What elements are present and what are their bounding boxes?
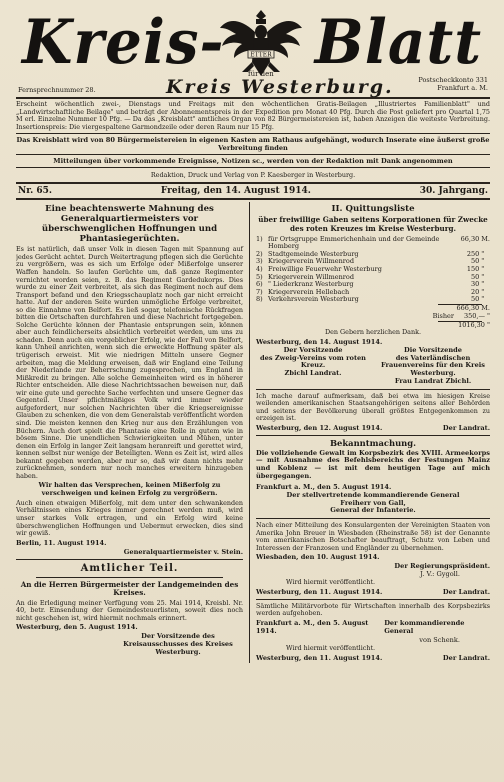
article-heading: Eine beachtenswerte Mahnung des Generalquartiermeisters vor überschwenglichen Hoffnungen und Phantasiegerüchten.: [41, 204, 218, 245]
signature-row: [256, 424, 490, 432]
issue-date: Freitag, den 14. August 1914.: [160, 186, 311, 197]
sign-place: Westerburg, den 12. August 1914.: [256, 424, 383, 433]
donation-unit: ": [481, 280, 485, 289]
donation-table: [256, 236, 490, 304]
donation-value: 50: [470, 295, 480, 304]
donation-unit: ": [481, 295, 485, 304]
sign-title: Der Landrat.: [442, 424, 490, 433]
bisher-value: 350,— ": [463, 311, 490, 320]
bekanntmachung-body: Die vollziehende Gewalt im Korpsbezirk des XVIII. Armeekorps — mit Ausnahme des Befehlsbereichs der Festungen Mainz und Koblenz — ist mit dem heutigen Tage auf mich übergegangen.: [256, 448, 490, 480]
article-body: An die Erledigung meiner Verfügung vom 25. Mai 1914, Kreisbl. Nr. 40, betr. Einsendung der Gemeindesteuerlisten, soweit dies noch nicht geschehen ist, wird hiermit nochmals erinnert.: [16, 598, 243, 622]
sign-line: Freiherr von Gall,: [340, 498, 406, 507]
donation-number: 6): [256, 280, 263, 289]
publication-note: Wird hiermit veröffentlicht.: [286, 578, 376, 587]
sign-line: Zbichl Landrat.: [284, 369, 342, 378]
article-heading: An die Herren Bürgermeister der Landgemeinden des Kreises.: [20, 579, 239, 598]
sign-line: des Zweig-Vereins vom roten Kreuz.: [260, 353, 366, 370]
signature-row: [256, 654, 490, 662]
donation-name: Freiwillige Feuerwehr Westerburg: [268, 264, 382, 273]
donation-value: 150: [466, 264, 480, 273]
sign-title: Der Vorsitzende des Kreisausschusses des Kreises Westerburg.: [123, 632, 233, 657]
right-column: [250, 202, 490, 662]
divider: [16, 167, 490, 168]
sign-line: General der Infanterie.: [330, 506, 416, 515]
bisher-row: [256, 313, 490, 321]
donation-number: 5): [256, 272, 263, 281]
divider: [256, 518, 490, 519]
sign-place: Westerburg, den 11. August 1914.: [256, 653, 383, 662]
postscheck-line2: Frankfurt a. M.: [437, 84, 488, 92]
imprint: Redaktion, Druck und Verlag von P. Kaesberger in Westerburg.: [150, 171, 356, 180]
sign-line: Frau Landrat Zbichl.: [394, 377, 472, 386]
sign-title: Generalquartiermeister v. Stein.: [123, 547, 243, 556]
publication-note: Wird hiermit veröffentlicht.: [286, 644, 376, 653]
donation-number: 2): [256, 249, 263, 258]
issue-volume: 30. Jahrgang.: [419, 186, 488, 197]
divider: [16, 559, 243, 560]
signature-right: [376, 347, 490, 386]
signature-place: [16, 623, 243, 631]
notice-distribution: Das Kreisblatt wird von 80 Bürgermeistereien in eigenen Kasten am Rathaus aufgehängt, wodurch Inserate eine äußerst große Verbreitung finden: [16, 136, 490, 153]
donation-name: für Ortsgruppe Emmerichenhain und der Gemeinde Homberg: [268, 234, 440, 251]
konsular-body: Nach einer Mitteilung des Konsulargenten der Vereinigten Staaten von Amerika John Breuer in Wiesbaden (Rheinstraße 58) ist der Genannte vom amerikanischen Botschafter beauftragt, Schutz von Leben und Interessen der Franzosen und Engländer zu übernehmen.: [256, 521, 490, 552]
donation-number: 1): [256, 234, 263, 243]
donation-name: " Liederkranz Westerburg: [268, 280, 354, 289]
donation-unit: ": [481, 287, 485, 296]
title-kreis: Kreis-: [22, 6, 225, 78]
subtotal-row: [256, 305, 490, 313]
issue-bar: [16, 185, 490, 197]
signature-row: [256, 619, 490, 635]
signature: [16, 632, 243, 656]
article-body: Es ist natürlich, daß unser Volk in diesen Tagen mit Spannung auf jedes Gerücht achtet. Durch Weitertragung pflegen sich die Gerüchte zu vergrößern, was es sich um Erfolge oder Mißerfolge unserer Waffen handeln. So laufen Gerüchte um, daß ganze Regimenter vernichtet worden seien, z. B. das Regiment Gardedukorps. Dies wurde zu einer Zeit verbreitet, als sich das Regiment noch auf dem Transport befand und den Kriegsschauplatz noch gar nicht erreicht hatte. Auf der anderen Seite wurden unmögliche Erfolge verbreitet, so die Einnahme von Belfort. Es ließ sogar, telefonische Rückfragen bitten die Ortschaften durchfahren und diese Nachricht fortgegeben. Solche Gerüchte können der Phantasie entsprungen sein, können aber auch feindlicherseits absichtlich verbreitet werden, um uns zu schaden. Denn auch ein vorgeblicher Erfolg, wie der Fall von Belfort, kann Unheil anrichten, wenn sich die erweckte Hoffnung später als trügerisch erweist. Mit wie niedrigen Mitteln unsere Gegner arbeiten, mag die Meldung erweisen, daß wir England eine Teilung der Niederlande zur Beherrschung zugesprochen, um England in Mißkredit zu bringen. Alle solche Gemeinheiten wird es in höherer Richter entscheiden. Alle diese Nachrichtssachen beweisen nur, daß wir eine gute und gerechte Sache verfechten und unsere Gegner das Gegenteil. Unser pflichtmäßiges Volk wird immer wieder aufgefordert, nur solchen Nachrichten über die Kriegsereignisse Glauben zu schenken, die von dem Generalstab veröffentlicht worden sind. Die meisten kennen den Krieg nur aus den Erzählungen von Büchern. Auch dort spielt die Phantasie eine Rolle in gutem wie in bösem Sinne. Die unendlichen Schwierigkeiten und Mühen, unter denen ein Erfolg in langer Zeit langsam heranreift und gerettet wird, kennen selbst nur wenige der Beteiligten. Wenn es Zeit ist, wird alles bekannt gegeben werden, aber nur so, daß wir dann nichts mehr zurücknehmen, sondern nur noch manches erweitern hinzugeben haben.: [16, 245, 243, 480]
donation-name: Kriegerverein Willmenrod: [268, 272, 354, 281]
donation-number: 8): [256, 295, 263, 304]
divider: [16, 133, 490, 134]
article-emphasis: Wir halten das Versprechen, keinen Mißerfolg zu verschweigen und keinen Erfolg zu vergrößern.: [38, 481, 221, 498]
sign-line: Der stellvertretende kommandierende General: [286, 490, 460, 499]
bekanntmachung-heading: Bekanntmachung.: [329, 438, 417, 449]
quittungsliste-heading: II. Quittungsliste: [331, 204, 415, 215]
sign-name: J. V.: Gygoll.: [420, 570, 460, 579]
sign-line: Der Vorsitzende: [283, 345, 343, 354]
total-value: 1016,30 ": [458, 320, 490, 329]
donation-number: 3): [256, 257, 263, 266]
sign-place: Westerburg, den 14. August 1914.: [256, 337, 383, 346]
sign-place: Frankfurt a. M., den 5. August 1914.: [256, 619, 369, 636]
columns: [16, 202, 490, 662]
sign-place: Westerburg, den 5. August 1914.: [16, 623, 138, 632]
divider: [256, 389, 490, 390]
postscheck-line1: Postscheckkonto 331: [418, 76, 488, 84]
section-title-amtlicher-teil: Amtlicher Teil.: [80, 562, 179, 574]
signature: [256, 492, 490, 515]
signature: [256, 636, 490, 644]
divider: [256, 599, 490, 600]
sign-place: Frankfurt a. M., den 5. August 1914.: [256, 482, 392, 491]
bisher-label: Bisher: [432, 311, 454, 320]
donation-value: 30: [470, 280, 480, 289]
kreis-name: Kreis Westerburg.: [166, 76, 394, 98]
divider: [16, 198, 490, 200]
divider: [36, 577, 223, 578]
donation-name: Verkehrsverein Westerburg: [268, 295, 359, 304]
military-body: Sämtliche Militärvorbote für Wirtschaften innerhalb des Korpsbezirks werden aufgehoben.: [256, 601, 490, 618]
signature-place: [16, 539, 243, 547]
donation-value: 250: [466, 249, 480, 258]
signature-place: [256, 483, 490, 491]
donation-unit: ": [481, 249, 485, 258]
sign-line: des Vaterländischen Frauenvereins für den Kreis Westerburg.: [380, 353, 485, 378]
left-column: [16, 202, 250, 662]
subtotal-value: 666,30 M.: [456, 303, 490, 312]
fuer-den-label: für den: [248, 70, 274, 78]
signature-left: [256, 347, 370, 386]
dual-signature: [256, 347, 490, 386]
divider: [16, 154, 490, 155]
masthead: [16, 4, 490, 96]
donation-row: [256, 296, 490, 304]
sign-place: Wiesbaden, den 10. August 1914.: [256, 553, 380, 562]
notice-submissions: Mitteilungen über vorkommende Ereignisse, Notizen sc., werden von der Redaktion mit Dank angenommen: [53, 157, 453, 166]
sign-line: Die Vorsitzende: [404, 345, 462, 354]
postscheck-info: [418, 76, 488, 92]
sign-name: von Schenk.: [419, 636, 460, 645]
signature-place: [256, 553, 490, 561]
donation-unit: ": [481, 257, 485, 266]
sign-title: Der Landrat.: [442, 653, 490, 662]
divider: [256, 435, 490, 436]
donation-number: 7): [256, 287, 263, 296]
donation-value: 50: [470, 257, 480, 266]
donation-name: Kriegerverein Hellebach: [268, 287, 350, 296]
sign-title: Der kommandierende General: [384, 619, 465, 636]
quittungsliste-subheading: über freiwillige Gaben seitens Korporationen für Zwecke des roten Kreuzes im Kreise Westerburg.: [258, 215, 488, 233]
donation-value: 20: [470, 287, 480, 296]
donation-unit: M.: [481, 234, 490, 243]
sign-place: Westerburg, den 11. August 1914.: [256, 587, 383, 596]
donation-number: 4): [256, 264, 263, 273]
thanks-text: Den Gebern herzlichen Dank.: [325, 328, 421, 337]
signature-place: [256, 338, 490, 346]
donation-name: Stadtgemeinde Westerburg: [268, 249, 359, 258]
eagle-caption: ETTER: [250, 51, 272, 59]
donation-value: 66,30: [460, 234, 480, 243]
subscription-info: Erscheint wöchentlich zwei-, Dienstags und Freitags mit den wöchentlichen Gratis-Beilagen „Illustriertes Familienblatt" und „Landwirtschaftliche Beilage" und beträgt der Abonnementspreis in der Expedition pro Monat 40 Pfg. Durch die Post geliefert pro Quartal 1,75 M erl. Einzelne Nummer 10 Pfg. — Da das „Kreisblatt" amtliches Organ von 82 Bürgermeistereien ist, haben Anzeigen die weiteste Verbreitung. Insertionspreis: Die viergespaltene Garmondzeile oder deren Raum nur 15 Pfg.: [16, 100, 490, 131]
donation-unit: ": [481, 272, 485, 281]
appeal-body: Ich mache darauf aufmerksam, daß bei etwa im hiesigen Kreise weilenden amerikanischen Staatsangehörigen seitens aller Behörden und seitens der Bevölkerung überall größtes Entgegenkommen zu erzeigen ist.: [256, 391, 490, 423]
issue-number: Nr. 65.: [18, 186, 53, 197]
sign-title: Der Landrat.: [442, 587, 490, 596]
divider: [16, 182, 490, 184]
sign-title: Der Regierungspräsident.: [394, 562, 490, 571]
phone-number: Fernsprechnummer 28.: [18, 86, 96, 94]
donation-unit: ": [481, 264, 485, 273]
signature: [16, 548, 243, 556]
donation-value: 50: [470, 272, 480, 281]
donation-row: [256, 236, 490, 251]
article-body: Auch einen etwaigen Mißerfolg, mit dem unter den schwankenden Verhältnissen eines Krieges immer gerechnet werden muß, wird unser starkes Volk ertragen, und ein Erfolg wird keine überschwenglichen Hoffnungen und Uebermut erwecken, dies sind wir gewiß.: [16, 498, 243, 538]
signature: [256, 562, 490, 578]
donation-name: Kriegerverein Willmenrod: [268, 257, 354, 266]
sign-place: Berlin, 11. August 1914.: [16, 538, 107, 547]
signature-row: [256, 588, 490, 596]
title-blatt: Blatt: [314, 6, 482, 78]
